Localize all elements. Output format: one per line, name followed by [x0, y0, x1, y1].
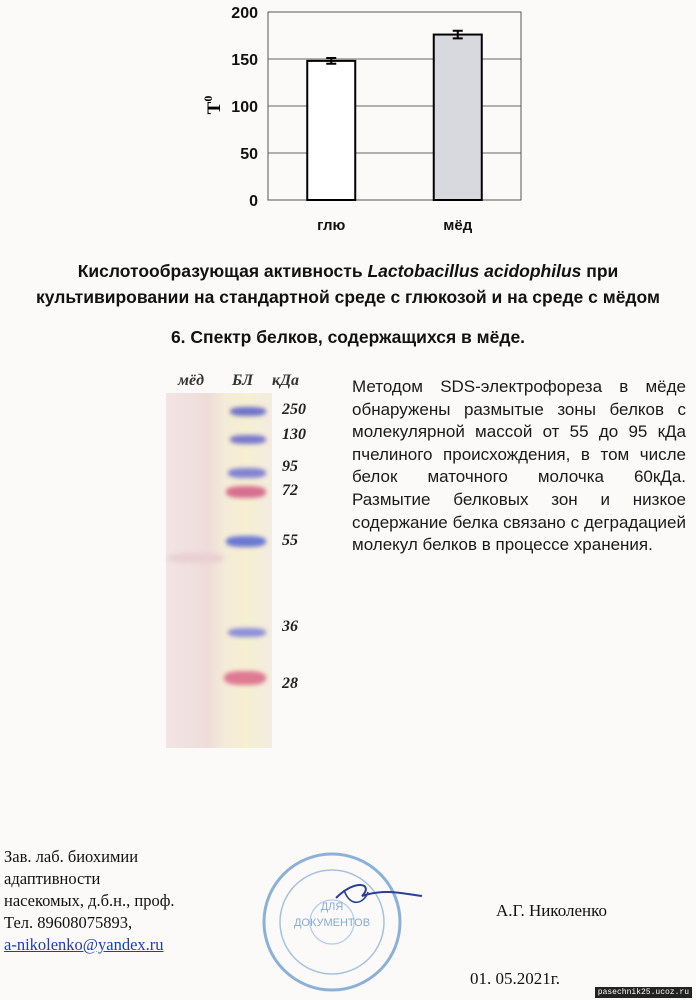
email-link[interactable]: a-nikolenko@yandex.ru: [4, 935, 164, 954]
svg-text:ДЛЯ: ДЛЯ: [320, 901, 344, 913]
marker-label: 36: [282, 618, 298, 635]
bar-chart: [0, 0, 696, 250]
bar: [307, 61, 355, 200]
marker-label: 55: [282, 532, 298, 549]
gel-band: [230, 435, 266, 444]
marker-label: 95: [282, 458, 298, 475]
marker-label: 250: [282, 401, 306, 418]
x-tick-labels: [317, 217, 473, 234]
y-tick-label: 200: [231, 5, 258, 22]
gel-band: [226, 486, 266, 498]
gel-band: [224, 671, 266, 685]
y-tick-label: 100: [231, 99, 258, 116]
gel-band: [228, 628, 266, 637]
bar: [434, 35, 482, 200]
y-tick-label: 50: [240, 146, 258, 163]
gel-col-honey: мёд: [178, 372, 204, 389]
gel-band: [230, 407, 266, 416]
svg-text:ДОКУМЕНТОВ: ДОКУМЕНТОВ: [293, 917, 371, 929]
seal-stamp: [246, 848, 426, 998]
gel-band: [228, 468, 266, 478]
sig-position-line2: адаптивности: [4, 869, 101, 888]
sig-phone: Тел. 89608075893,: [4, 913, 133, 932]
gel-col-bl: БЛ: [232, 372, 254, 389]
gel-band: [226, 536, 266, 547]
chart-grid: [268, 12, 521, 200]
signature-date: 01. 05.2021г.: [470, 969, 561, 988]
signatory-name: А.Г. Николенко: [496, 901, 608, 920]
y-axis-label: $T^0$: [201, 95, 225, 115]
x-tick-label: мёд: [443, 217, 473, 234]
gel-band: [168, 553, 224, 563]
chart-caption: Кислотообразующая активность Lactobacillus acidophilus при культивировании на стандартной среде с глюкозой и на среде с мёдом: [36, 261, 660, 307]
section-title: 6. Спектр белков, содержащихся в мёде.: [170, 327, 526, 347]
marker-label: 130: [282, 426, 306, 443]
watermark-tag: pasechnik25.ucoz.ru: [595, 987, 692, 998]
description-paragraph: Методом SDS-электрофореза в мёде обнаружены размытые зоны белков с молекулярной массой от 55 до 95 кДа пчелиного происхождения, в том числе белок маточного молочка 60кДа. Размытие белковых зон и низкое содержание белка связано с деградацией молекул белков в процессе хранения.: [352, 377, 686, 555]
gel-col-kda: кДа: [272, 372, 300, 389]
sig-position-line3: насекомых, д.б.н., проф.: [4, 891, 175, 910]
y-tick-labels: [231, 5, 258, 210]
marker-label: 72: [282, 482, 298, 499]
marker-label: 28: [282, 675, 298, 692]
signature-block: [4, 846, 175, 956]
y-tick-label: 0: [249, 193, 258, 210]
electrophoresis-gel-image: [166, 393, 272, 748]
x-tick-label: глю: [317, 217, 346, 234]
chart-bars: [307, 31, 482, 200]
sig-position-line1: Зав. лаб. биохимии: [4, 847, 139, 866]
y-tick-label: 150: [231, 52, 258, 69]
species-name: Lactobacillus acidophilus: [367, 261, 582, 281]
